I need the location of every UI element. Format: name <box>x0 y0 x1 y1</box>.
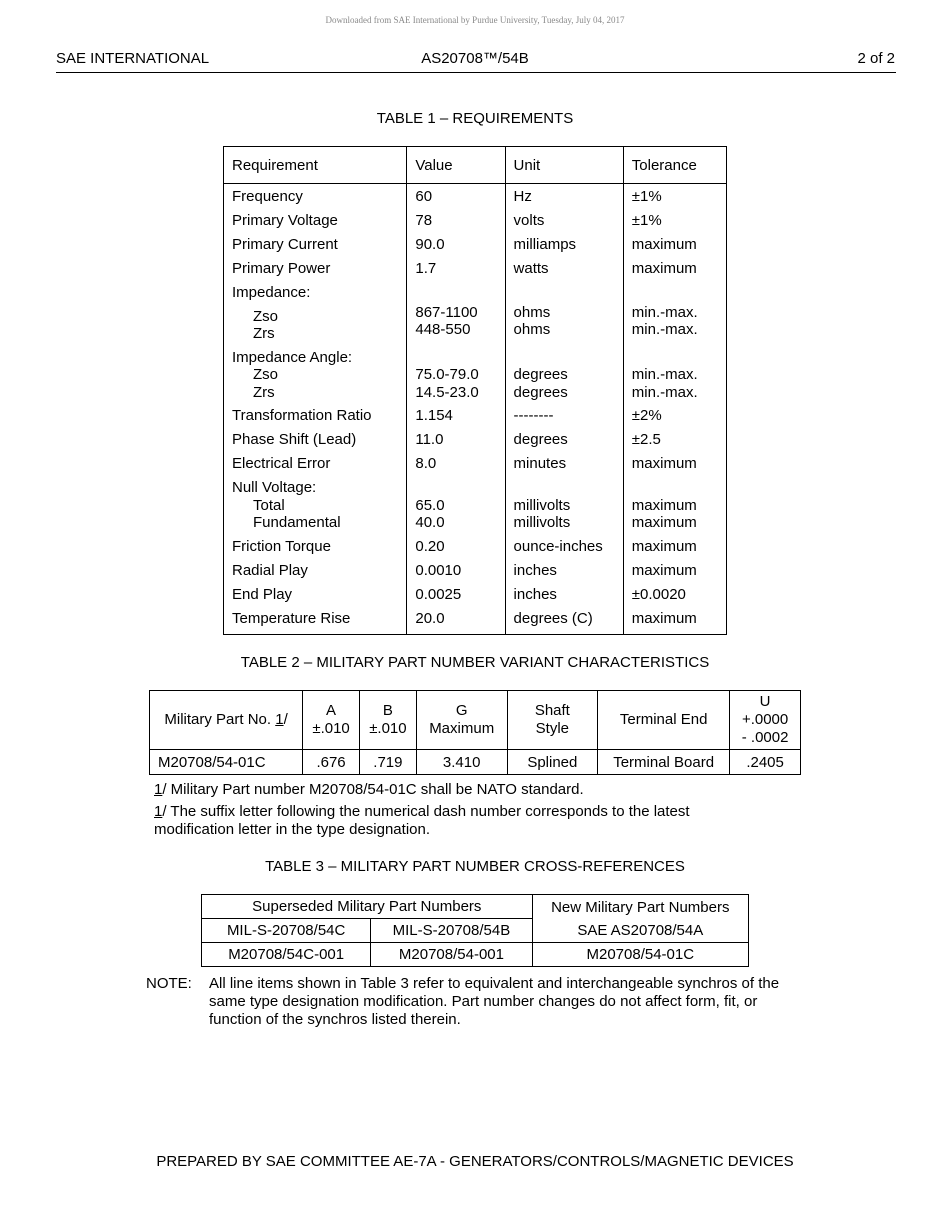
value-cell: 0.0025 <box>407 586 505 610</box>
sub-requirement: Fundamental <box>253 514 341 531</box>
shaft-style-cell: Splined <box>507 750 598 775</box>
value-cell: 90.0 <box>407 236 505 260</box>
table-row-impedance <box>224 284 727 343</box>
requirement-cell: Frequency <box>232 188 303 205</box>
superseded-header: Superseded Military Part Numbers <box>202 895 533 919</box>
footnote-mark: 1 <box>275 711 284 728</box>
tolerance-cell: maximum <box>623 562 726 586</box>
terminal-end-header: Terminal End <box>598 691 730 750</box>
value-cell: 14.5-23.0 <box>415 383 479 401</box>
requirement-cell: Transformation Ratio <box>232 407 372 424</box>
unit-cell: millivolts <box>513 514 571 531</box>
unit-cell: ohms <box>513 303 551 321</box>
requirements-table <box>223 146 727 635</box>
tolerance-cell: min.-max. <box>631 383 698 401</box>
header-org: SAE INTERNATIONAL <box>56 50 210 67</box>
note-label: NOTE: <box>146 975 192 992</box>
value-cell: 40.0 <box>415 514 445 531</box>
dim-u-header <box>730 691 801 750</box>
tolerance-cell: ±2.5 <box>623 431 726 455</box>
footnote-text: / The suffix letter following the numerical dash number corresponds to the latest modification letter in the type designation. <box>154 803 690 838</box>
part-number-header <box>150 691 303 750</box>
sub-requirement: Zrs <box>253 325 275 342</box>
tolerance-cell: maximum <box>631 496 697 514</box>
header-rule <box>56 72 896 73</box>
table-row <box>224 184 727 213</box>
requirement-cell: Primary Voltage <box>232 212 338 229</box>
column-header: Tolerance <box>623 147 726 184</box>
new-header: New Military Part Numbers <box>551 899 730 916</box>
unit-cell: degrees <box>505 431 623 455</box>
requirement-cell: Radial Play <box>232 561 308 579</box>
header-text: Maximum <box>429 720 495 737</box>
header-text: Shaft <box>534 702 570 719</box>
new-part-numbers-cell <box>532 895 748 943</box>
unit-cell: ohms <box>513 321 551 338</box>
value-cell: 8.0 <box>407 455 505 479</box>
variant-characteristics-table <box>149 690 801 775</box>
dim-b-header <box>359 691 416 750</box>
new-part-number: SAE AS20708/54A <box>577 922 704 939</box>
requirement-cell: Primary Power <box>232 260 331 277</box>
group-label: Impedance: <box>232 284 311 301</box>
unit-cell: degrees <box>513 366 568 383</box>
table-row <box>224 236 727 260</box>
table-row <box>224 455 727 479</box>
header-text: ±.010 <box>369 720 407 737</box>
header-text: U <box>759 693 771 710</box>
table1-caption: TABLE 1 – REQUIREMENTS <box>376 110 574 127</box>
footnote-2 <box>154 803 754 839</box>
footnote-1 <box>154 781 754 799</box>
unit-cell: inches <box>505 586 623 610</box>
part-number-cell: M20708/54-01C <box>150 750 303 775</box>
shaft-style-header <box>507 691 598 750</box>
unit-cell: volts <box>505 212 623 236</box>
sub-requirement: Total <box>253 496 285 514</box>
tolerance-cell: ±1% <box>623 212 726 236</box>
footnote-text: / Military Part number M20708/54-01C shall be NATO standard. <box>162 781 584 798</box>
unit-cell: degrees <box>513 383 568 401</box>
tolerance-cell: maximum <box>623 236 726 260</box>
unit-cell: millivolts <box>513 496 571 514</box>
table-row <box>224 610 727 635</box>
tolerance-cell: min.-max. <box>631 321 698 338</box>
terminal-end-cell: Terminal Board <box>598 750 730 775</box>
column-header: Unit <box>505 147 623 184</box>
prepared-by-footer: PREPARED BY SAE COMMITTEE AE-7A - GENERATORS/CONTROLS/MAGNETIC DEVICES <box>156 1153 794 1170</box>
value-cell: 65.0 <box>415 496 445 514</box>
table-row <box>224 586 727 610</box>
requirement-cell: Temperature Rise <box>232 609 351 627</box>
table-row <box>224 401 727 431</box>
cross-reference-table <box>201 894 749 967</box>
unit-cell: milliamps <box>505 236 623 260</box>
tolerance-cell: ±1% <box>623 184 726 213</box>
note-text: All line items shown in Table 3 refer to equivalent and interchangeable synchros of the same type designation modification. Part number changes do not affect form, fit, or function of the synchros listed therein. <box>209 975 780 1028</box>
requirement-cell: Primary Current <box>232 236 338 253</box>
download-watermark: Downloaded from SAE International by Purdue University, Tuesday, July 04, 2017 <box>325 15 625 25</box>
value-cell: 867-1100 <box>415 303 478 321</box>
value-cell: 20.0 <box>407 610 505 635</box>
header-text: - .0002 <box>741 729 789 746</box>
superseded-part-cell: M20708/54-001 <box>371 943 532 967</box>
value-cell: 1.154 <box>407 401 505 431</box>
header-text: Military Part No. <box>164 711 276 728</box>
unit-cell: inches <box>505 562 623 586</box>
dim-a-cell: .676 <box>303 750 360 775</box>
superseded-part-cell: MIL-S-20708/54C <box>202 919 371 943</box>
header-text: ±.010 <box>312 720 350 737</box>
unit-cell: ounce-inches <box>505 532 623 562</box>
header-doc-id: AS20708™/54B <box>421 50 529 67</box>
header-page-number: 2 of 2 <box>857 50 895 67</box>
unit-cell: degrees (C) <box>505 610 623 635</box>
table-header-row <box>150 691 801 750</box>
footnote-mark: 1 <box>154 803 163 820</box>
requirement-cell: Phase Shift (Lead) <box>232 431 357 448</box>
superseded-part-cell: MIL-S-20708/54B <box>371 919 532 943</box>
sub-requirement: Zrs <box>253 383 275 401</box>
requirement-cell: Friction Torque <box>232 537 331 555</box>
header-text: A <box>326 702 337 719</box>
tolerance-cell: min.-max. <box>631 366 698 383</box>
dim-b-cell: .719 <box>359 750 416 775</box>
group-label: Impedance Angle: <box>232 348 353 366</box>
unit-cell: Hz <box>505 184 623 213</box>
new-part-cell: M20708/54-01C <box>532 943 748 967</box>
value-cell: 78 <box>407 212 505 236</box>
tolerance-cell: min.-max. <box>631 303 698 321</box>
header-text: Style <box>535 720 570 737</box>
unit-cell: -------- <box>505 401 623 431</box>
unit-cell: minutes <box>505 455 623 479</box>
dim-g-cell: 3.410 <box>416 750 507 775</box>
unit-cell: watts <box>505 260 623 284</box>
footnote-mark: 1 <box>154 781 163 798</box>
tolerance-cell: maximum <box>623 532 726 562</box>
dim-g-header <box>416 691 507 750</box>
requirement-cell: Electrical Error <box>232 455 331 472</box>
value-cell: 0.20 <box>407 532 505 562</box>
table-row-null-voltage <box>224 479 727 532</box>
table-header-row <box>202 895 749 919</box>
table-row <box>224 212 727 236</box>
sub-requirement: Zso <box>253 307 279 325</box>
value-cell: 0.0010 <box>407 562 505 586</box>
header-text: B <box>382 702 393 719</box>
value-cell: 60 <box>407 184 505 213</box>
dim-a-header <box>303 691 360 750</box>
requirement-cell: End Play <box>232 585 293 603</box>
tolerance-cell: ±0.0020 <box>623 586 726 610</box>
header-text: +.0000 <box>741 711 789 728</box>
table-row <box>224 562 727 586</box>
table-row <box>202 943 749 967</box>
tolerance-cell: maximum <box>623 455 726 479</box>
sub-requirement: Zso <box>253 366 279 383</box>
header-text: G <box>455 702 468 719</box>
column-header: Requirement <box>224 147 407 184</box>
table-row <box>224 431 727 455</box>
table-row <box>224 532 727 562</box>
group-label: Null Voltage: <box>232 479 317 496</box>
tolerance-cell: ±2% <box>623 401 726 431</box>
value-cell: 448-550 <box>415 321 471 338</box>
value-cell: 11.0 <box>407 431 505 455</box>
value-cell: 1.7 <box>407 260 505 284</box>
dim-u-cell: .2405 <box>730 750 801 775</box>
tolerance-cell: maximum <box>623 260 726 284</box>
table-row <box>150 750 801 775</box>
tolerance-cell: maximum <box>631 514 697 531</box>
header-text: / <box>283 711 288 728</box>
table3-caption: TABLE 3 – MILITARY PART NUMBER CROSS-REFERENCES <box>265 858 685 875</box>
table-header-row <box>224 147 727 184</box>
tolerance-cell: maximum <box>623 610 726 635</box>
value-cell: 75.0-79.0 <box>415 366 479 383</box>
table-row-impedance-angle <box>224 343 727 402</box>
column-header: Value <box>407 147 505 184</box>
table-row <box>224 260 727 284</box>
table2-caption: TABLE 2 – MILITARY PART NUMBER VARIANT CHARACTERISTICS <box>240 654 710 671</box>
superseded-part-cell: M20708/54C-001 <box>202 943 371 967</box>
